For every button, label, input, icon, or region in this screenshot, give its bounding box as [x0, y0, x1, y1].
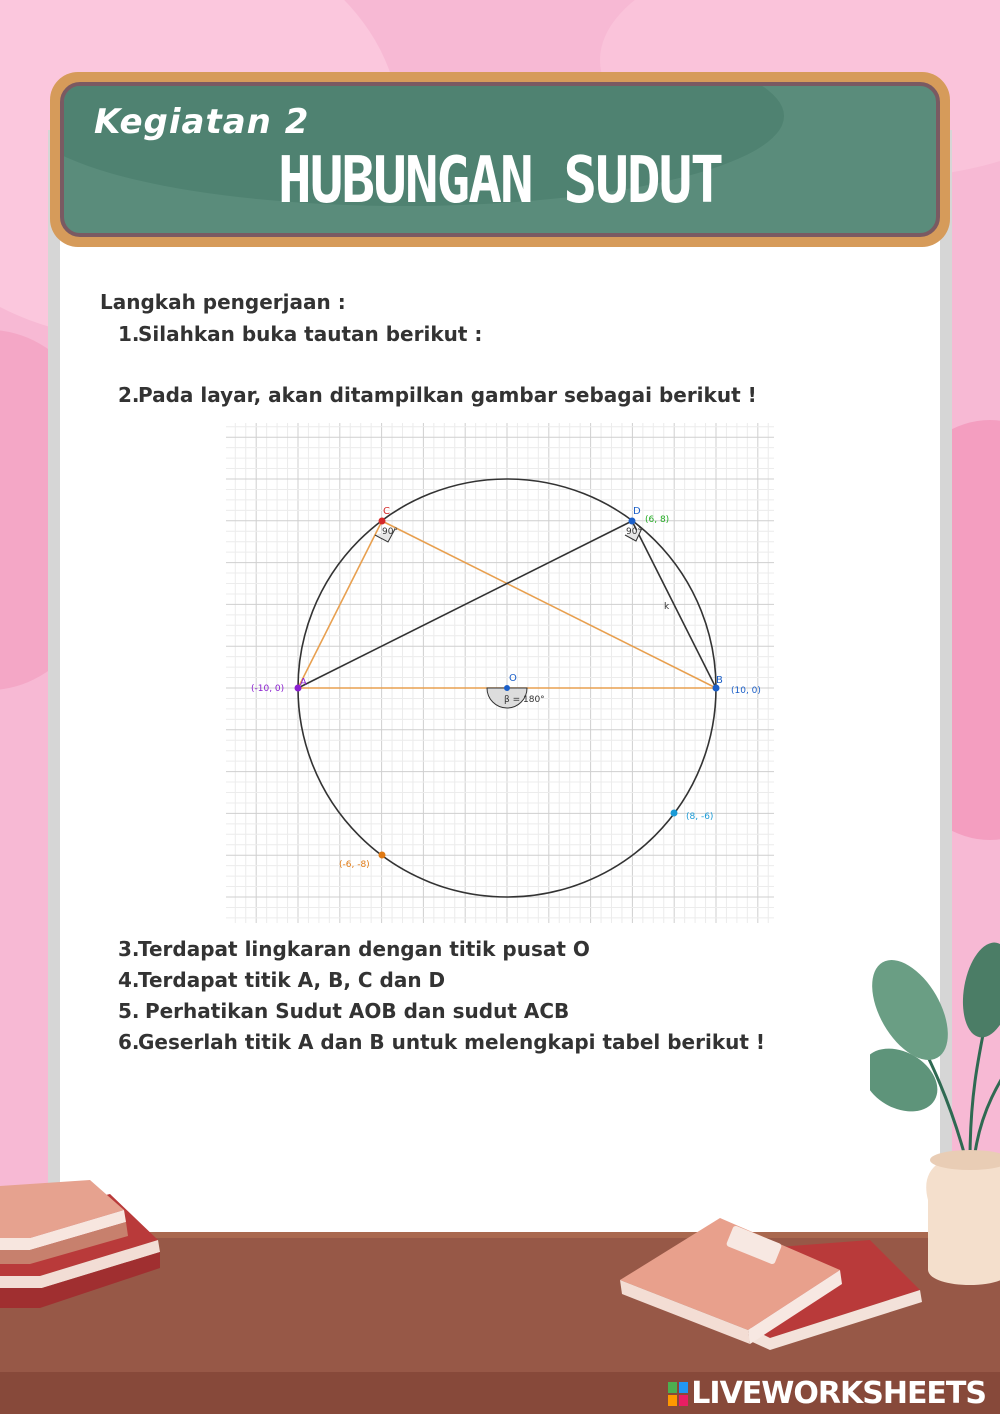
- grid: [226, 423, 774, 923]
- step-item: 6.Geserlah titik A dan B untuk melengkapi tabel berikut !: [118, 1030, 766, 1054]
- point-c[interactable]: [379, 518, 386, 525]
- liveworksheets-icon: [668, 1382, 688, 1406]
- point-8-neg6: [671, 810, 678, 817]
- right-angle-label-c: 90°: [382, 527, 398, 537]
- label-o: O: [509, 673, 517, 684]
- coord-a: (-10, 0): [251, 684, 285, 694]
- coord-b: (10, 0): [731, 686, 761, 696]
- step-item: 3.Terdapat lingkaran dengan titik pusat O: [118, 937, 590, 961]
- coord-8-neg6: (8, -6): [686, 812, 714, 822]
- center-angle-label: β = 180°: [504, 695, 545, 705]
- label-d: D: [633, 506, 641, 517]
- label-c: C: [383, 506, 390, 517]
- point-neg6-neg8: [379, 852, 386, 859]
- header-board: [50, 72, 950, 247]
- plant-decor: [870, 940, 1000, 1300]
- point-d[interactable]: [629, 518, 636, 525]
- step-item: 2.Pada layar, akan ditampilkan gambar sebagai berikut !: [118, 383, 757, 407]
- right-angle-label-d: 90°: [626, 527, 642, 537]
- book-stack-left: [0, 1180, 170, 1340]
- activity-label: Kegiatan 2: [94, 102, 310, 142]
- label-b: B: [716, 675, 723, 686]
- geometry-figure: [226, 423, 774, 923]
- page-title: HUBUNGAN SUDUT: [277, 143, 722, 218]
- point-o: [504, 685, 510, 691]
- step-item: 1.Silahkan buka tautan berikut :: [118, 322, 483, 346]
- coord-d: (6, 8): [645, 515, 670, 525]
- label-a: A: [300, 677, 307, 688]
- chalkboard: [60, 82, 940, 237]
- instructions-heading: Langkah pengerjaan :: [100, 290, 346, 314]
- step-item: 5. Perhatikan Sudut AOB dan sudut ACB: [118, 999, 570, 1023]
- coord-neg6-neg8: (-6, -8): [339, 860, 370, 870]
- liveworksheets-logo: LIVEWORKSHEETS: [668, 1376, 986, 1411]
- segment-label-k: k: [664, 602, 670, 612]
- step-item: 4.Terdapat titik A, B, C dan D: [118, 968, 446, 992]
